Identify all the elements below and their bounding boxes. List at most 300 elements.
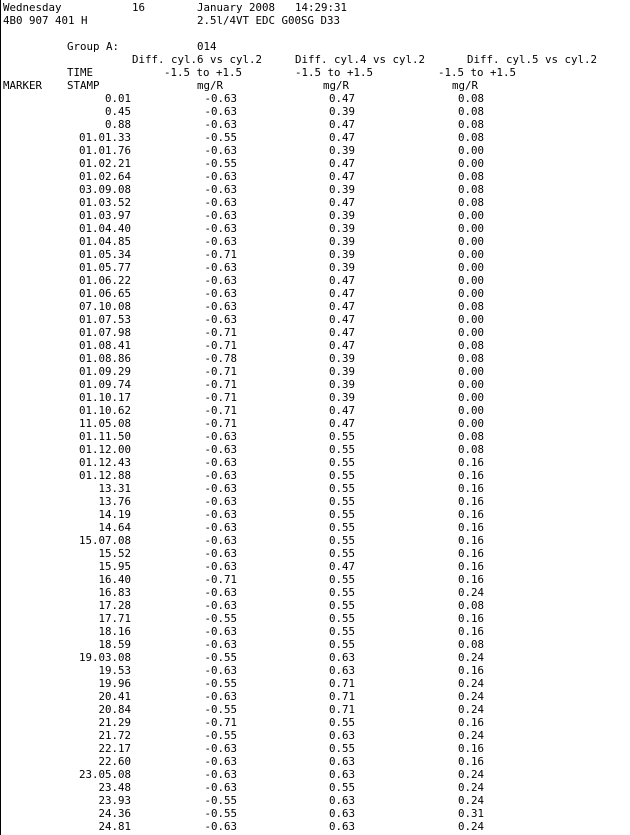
table-row	[1, 300, 630, 313]
time: 14:29:31	[295, 1, 348, 14]
value-col3: 0.24	[457, 586, 484, 599]
value-col3: 0.16	[457, 495, 484, 508]
time-stamp: 21.72	[98, 729, 131, 742]
time-stamp: 01.07.53	[78, 313, 131, 326]
value-col2: 0.63	[328, 651, 355, 664]
table-row	[1, 235, 630, 248]
value-col2: 0.39	[328, 248, 355, 261]
engine-description: 2.5l/4VT EDC G00SG D33	[197, 14, 341, 27]
value-col1: -0.63	[204, 287, 237, 300]
value-col2: 0.71	[328, 703, 355, 716]
value-col1: -0.63	[204, 625, 237, 638]
value-col1: -0.55	[204, 131, 237, 144]
value-col2: 0.39	[328, 222, 355, 235]
table-row	[1, 131, 630, 144]
value-col1: -0.63	[204, 586, 237, 599]
value-col3: 0.16	[457, 664, 484, 677]
month-year: January 2008	[197, 1, 276, 14]
table-row	[1, 560, 630, 573]
table-row	[1, 391, 630, 404]
time-stamp: 13.31	[98, 482, 131, 495]
value-col3: 0.08	[457, 430, 484, 443]
time-stamp: 01.01.76	[78, 144, 131, 157]
table-row	[1, 170, 630, 183]
value-col1: -0.71	[204, 404, 237, 417]
table-row	[1, 586, 630, 599]
value-col1: -0.55	[204, 807, 237, 820]
value-col3: 0.16	[457, 534, 484, 547]
table-row	[1, 664, 630, 677]
value-col3: 0.00	[457, 248, 484, 261]
value-col3: 0.08	[457, 183, 484, 196]
value-col3: 0.24	[457, 651, 484, 664]
value-col2: 0.47	[328, 339, 355, 352]
value-col1: -0.78	[204, 352, 237, 365]
value-col2: 0.55	[328, 573, 355, 586]
value-col2: 0.47	[328, 417, 355, 430]
value-col1: -0.63	[204, 768, 237, 781]
value-col2: 0.47	[328, 118, 355, 131]
value-col2: 0.63	[328, 820, 355, 833]
value-col1: -0.63	[204, 534, 237, 547]
table-row	[1, 612, 630, 625]
value-col3: 0.16	[457, 560, 484, 573]
value-col2: 0.47	[328, 131, 355, 144]
value-col3: 0.00	[457, 222, 484, 235]
value-col2: 0.63	[328, 794, 355, 807]
value-col1: -0.63	[204, 222, 237, 235]
value-col1: -0.63	[204, 144, 237, 157]
time-stamp: 22.60	[98, 755, 131, 768]
table-row	[1, 755, 630, 768]
table-row	[1, 573, 630, 586]
table-row	[1, 105, 630, 118]
value-col2: 0.55	[328, 586, 355, 599]
value-col1: -0.63	[204, 482, 237, 495]
value-col2: 0.47	[328, 92, 355, 105]
value-col1: -0.63	[204, 209, 237, 222]
table-row	[1, 339, 630, 352]
value-col2: 0.55	[328, 534, 355, 547]
table-row	[1, 495, 630, 508]
part-number: 4B0 907 401 H	[3, 14, 88, 27]
value-col1: -0.63	[204, 118, 237, 131]
table-row	[1, 196, 630, 209]
value-col1: -0.63	[204, 755, 237, 768]
value-col1: -0.63	[204, 820, 237, 833]
table-row	[1, 794, 630, 807]
value-col1: -0.71	[204, 365, 237, 378]
value-col2: 0.55	[328, 599, 355, 612]
value-col3: 0.24	[457, 768, 484, 781]
value-col3: 0.08	[457, 599, 484, 612]
value-col2: 0.55	[328, 547, 355, 560]
value-col3: 0.16	[457, 482, 484, 495]
value-col1: -0.63	[204, 170, 237, 183]
time-stamp: 22.17	[98, 742, 131, 755]
value-col1: -0.71	[204, 378, 237, 391]
value-col1: -0.71	[204, 391, 237, 404]
value-col2: 0.47	[328, 313, 355, 326]
table-row	[1, 443, 630, 456]
value-col1: -0.63	[204, 664, 237, 677]
table-row	[1, 326, 630, 339]
value-col2: 0.39	[328, 183, 355, 196]
value-col1: -0.71	[204, 248, 237, 261]
value-col3: 0.24	[457, 690, 484, 703]
value-col2: 0.47	[328, 274, 355, 287]
data-rows	[1, 92, 630, 833]
time-stamp: 14.19	[98, 508, 131, 521]
value-col3: 0.08	[457, 105, 484, 118]
time-stamp: 15.52	[98, 547, 131, 560]
time-stamp: 18.59	[98, 638, 131, 651]
value-col1: -0.63	[204, 495, 237, 508]
value-col2: 0.63	[328, 664, 355, 677]
table-row	[1, 807, 630, 820]
value-col3: 0.08	[457, 300, 484, 313]
time-stamp: 24.36	[98, 807, 131, 820]
table-row	[1, 599, 630, 612]
value-col2: 0.39	[328, 209, 355, 222]
value-col1: -0.55	[204, 651, 237, 664]
time-stamp: 01.09.29	[78, 365, 131, 378]
time-stamp: 01.02.64	[78, 170, 131, 183]
table-row	[1, 638, 630, 651]
table-row	[1, 768, 630, 781]
time-stamp: 01.05.34	[78, 248, 131, 261]
time-stamp: 15.95	[98, 560, 131, 573]
time-stamp: 01.01.33	[78, 131, 131, 144]
value-col1: -0.63	[204, 300, 237, 313]
table-row	[1, 92, 630, 105]
time-stamp: 0.88	[104, 118, 131, 131]
table-row	[1, 651, 630, 664]
value-col1: -0.63	[204, 521, 237, 534]
time-stamp: 24.81	[98, 820, 131, 833]
value-col2: 0.55	[328, 508, 355, 521]
table-row	[1, 456, 630, 469]
value-col1: -0.63	[204, 469, 237, 482]
value-col1: -0.63	[204, 599, 237, 612]
value-col3: 0.00	[457, 209, 484, 222]
value-col1: -0.63	[204, 196, 237, 209]
value-col2: 0.47	[328, 300, 355, 313]
time-stamp: 01.04.40	[78, 222, 131, 235]
table-row	[1, 287, 630, 300]
time-label: TIME	[67, 66, 94, 79]
value-col1: -0.71	[204, 339, 237, 352]
value-col1: -0.63	[204, 430, 237, 443]
value-col3: 0.16	[457, 508, 484, 521]
value-col3: 0.08	[457, 92, 484, 105]
table-row	[1, 690, 630, 703]
value-col2: 0.39	[328, 105, 355, 118]
table-row	[1, 248, 630, 261]
value-col3: 0.24	[457, 794, 484, 807]
value-col3: 0.16	[457, 742, 484, 755]
column-title-2: Diff. cyl.4 vs cyl.2	[295, 53, 426, 66]
value-col2: 0.47	[328, 326, 355, 339]
time-stamp: 0.45	[104, 105, 131, 118]
day: 16	[132, 1, 146, 14]
value-col1: -0.63	[204, 235, 237, 248]
time-stamp: 0.01	[104, 92, 131, 105]
value-col2: 0.55	[328, 638, 355, 651]
table-row	[1, 157, 630, 170]
value-col3: 0.00	[457, 144, 484, 157]
value-col2: 0.47	[328, 196, 355, 209]
value-col3: 0.08	[457, 339, 484, 352]
value-col1: -0.71	[204, 573, 237, 586]
column-unit-3: mg/R	[452, 79, 479, 92]
value-col2: 0.47	[328, 560, 355, 573]
value-col3: 0.16	[457, 716, 484, 729]
spacer	[1, 27, 630, 40]
value-col3: 0.00	[457, 157, 484, 170]
value-col1: -0.63	[204, 105, 237, 118]
value-col3: 0.00	[457, 313, 484, 326]
value-col3: 0.00	[457, 365, 484, 378]
time-stamp: 01.05.77	[78, 261, 131, 274]
value-col3: 0.31	[457, 807, 484, 820]
table-row	[1, 313, 630, 326]
value-col1: -0.63	[204, 690, 237, 703]
group-value: 014	[197, 40, 217, 53]
time-stamp: 23.05.08	[78, 768, 131, 781]
value-col1: -0.55	[204, 612, 237, 625]
table-row	[1, 547, 630, 560]
value-col3: 0.08	[457, 196, 484, 209]
time-stamp: 20.41	[98, 690, 131, 703]
time-stamp: 16.40	[98, 573, 131, 586]
value-col1: -0.63	[204, 443, 237, 456]
value-col1: -0.63	[204, 183, 237, 196]
value-col3: 0.16	[457, 573, 484, 586]
time-stamp: 16.83	[98, 586, 131, 599]
value-col1: -0.63	[204, 638, 237, 651]
table-row	[1, 404, 630, 417]
value-col2: 0.47	[328, 404, 355, 417]
time-stamp: 18.16	[98, 625, 131, 638]
table-row	[1, 625, 630, 638]
value-col2: 0.55	[328, 742, 355, 755]
value-col1: -0.63	[204, 508, 237, 521]
value-col3: 0.08	[457, 443, 484, 456]
value-col3: 0.16	[457, 547, 484, 560]
value-col3: 0.24	[457, 820, 484, 833]
value-col1: -0.63	[204, 261, 237, 274]
group-line	[1, 40, 630, 53]
table-row	[1, 482, 630, 495]
time-stamp: 11.05.08	[78, 417, 131, 430]
value-col2: 0.55	[328, 625, 355, 638]
value-col1: -0.63	[204, 456, 237, 469]
value-col3: 0.24	[457, 677, 484, 690]
column-ranges-line	[1, 66, 630, 79]
time-stamp: 01.12.00	[78, 443, 131, 456]
value-col3: 0.24	[457, 781, 484, 794]
value-col2: 0.55	[328, 456, 355, 469]
value-col1: -0.63	[204, 742, 237, 755]
value-col3: 0.08	[457, 170, 484, 183]
time-stamp: 01.11.50	[78, 430, 131, 443]
time-stamp: 15.07.08	[78, 534, 131, 547]
table-row	[1, 209, 630, 222]
value-col1: -0.55	[204, 729, 237, 742]
time-stamp: 17.28	[98, 599, 131, 612]
value-col3: 0.00	[457, 378, 484, 391]
column-range-2: -1.5 to +1.5	[295, 66, 374, 79]
time-stamp: 01.12.43	[78, 456, 131, 469]
value-col1: -0.63	[204, 547, 237, 560]
column-unit-2: mg/R	[323, 79, 350, 92]
value-col3: 0.00	[457, 261, 484, 274]
table-row	[1, 716, 630, 729]
column-range-3: -1.5 to +1.5	[438, 66, 517, 79]
table-row	[1, 820, 630, 833]
value-col2: 0.55	[328, 716, 355, 729]
value-col3: 0.00	[457, 287, 484, 300]
value-col2: 0.71	[328, 690, 355, 703]
value-col1: -0.71	[204, 716, 237, 729]
value-col1: -0.63	[204, 560, 237, 573]
time-stamp: 01.10.62	[78, 404, 131, 417]
time-stamp: 01.12.88	[78, 469, 131, 482]
value-col1: -0.71	[204, 417, 237, 430]
value-col2: 0.63	[328, 755, 355, 768]
marker-label: MARKER	[3, 79, 43, 92]
value-col2: 0.55	[328, 495, 355, 508]
value-col2: 0.39	[328, 365, 355, 378]
value-col2: 0.63	[328, 807, 355, 820]
value-col2: 0.39	[328, 235, 355, 248]
stamp-label: STAMP	[67, 79, 100, 92]
time-stamp: 19.53	[98, 664, 131, 677]
value-col1: -0.63	[204, 781, 237, 794]
value-col3: 0.16	[457, 521, 484, 534]
time-stamp: 20.84	[98, 703, 131, 716]
time-stamp: 13.76	[98, 495, 131, 508]
table-row	[1, 703, 630, 716]
column-title-1: Diff. cyl.6 vs cyl.2	[132, 53, 263, 66]
value-col2: 0.55	[328, 469, 355, 482]
time-stamp: 01.08.41	[78, 339, 131, 352]
table-row	[1, 521, 630, 534]
column-title-3: Diff. cyl.5 vs cyl.2	[467, 53, 598, 66]
value-col2: 0.47	[328, 170, 355, 183]
table-row	[1, 677, 630, 690]
value-col3: 0.08	[457, 352, 484, 365]
value-col3: 0.00	[457, 235, 484, 248]
table-row	[1, 261, 630, 274]
column-range-1: -1.5 to +1.5	[164, 66, 243, 79]
table-row	[1, 729, 630, 742]
value-col3: 0.08	[457, 131, 484, 144]
value-col2: 0.39	[328, 144, 355, 157]
table-row	[1, 222, 630, 235]
value-col3: 0.00	[457, 417, 484, 430]
weekday: Wednesday	[3, 1, 62, 14]
table-row	[1, 469, 630, 482]
time-stamp: 14.64	[98, 521, 131, 534]
value-col1: -0.63	[204, 92, 237, 105]
time-stamp: 21.29	[98, 716, 131, 729]
value-col2: 0.55	[328, 482, 355, 495]
table-row	[1, 118, 630, 131]
time-stamp: 19.96	[98, 677, 131, 690]
time-stamp: 03.09.08	[78, 183, 131, 196]
units-line	[1, 79, 630, 92]
header-line-2	[1, 14, 630, 27]
time-stamp: 01.06.65	[78, 287, 131, 300]
value-col3: 0.24	[457, 729, 484, 742]
value-col3: 0.00	[457, 404, 484, 417]
table-row	[1, 274, 630, 287]
time-stamp: 23.48	[98, 781, 131, 794]
table-row	[1, 352, 630, 365]
value-col2: 0.63	[328, 729, 355, 742]
value-col2: 0.55	[328, 430, 355, 443]
value-col2: 0.47	[328, 157, 355, 170]
time-stamp: 01.10.17	[78, 391, 131, 404]
column-unit-1: mg/R	[197, 79, 224, 92]
table-row	[1, 430, 630, 443]
value-col3: 0.00	[457, 391, 484, 404]
value-col3: 0.00	[457, 326, 484, 339]
value-col1: -0.63	[204, 274, 237, 287]
table-row	[1, 508, 630, 521]
table-row	[1, 417, 630, 430]
table-row	[1, 365, 630, 378]
time-stamp: 23.93	[98, 794, 131, 807]
time-stamp: 01.02.21	[78, 157, 131, 170]
table-row	[1, 742, 630, 755]
table-row	[1, 144, 630, 157]
value-col1: -0.71	[204, 326, 237, 339]
column-titles-line	[1, 53, 630, 66]
group-label: Group A:	[67, 40, 120, 53]
value-col2: 0.39	[328, 378, 355, 391]
time-stamp: 01.07.98	[78, 326, 131, 339]
table-row	[1, 534, 630, 547]
value-col2: 0.39	[328, 352, 355, 365]
value-col3: 0.08	[457, 118, 484, 131]
time-stamp: 01.03.97	[78, 209, 131, 222]
value-col1: -0.63	[204, 313, 237, 326]
value-col3: 0.16	[457, 612, 484, 625]
value-col2: 0.55	[328, 781, 355, 794]
value-col1: -0.55	[204, 157, 237, 170]
value-col3: 0.08	[457, 638, 484, 651]
time-stamp: 01.03.52	[78, 196, 131, 209]
value-col1: -0.55	[204, 794, 237, 807]
table-row	[1, 183, 630, 196]
table-row	[1, 378, 630, 391]
value-col2: 0.39	[328, 391, 355, 404]
table-row	[1, 781, 630, 794]
value-col1: -0.55	[204, 703, 237, 716]
value-col2: 0.55	[328, 443, 355, 456]
time-stamp: 01.04.85	[78, 235, 131, 248]
time-stamp: 17.71	[98, 612, 131, 625]
time-stamp: 01.09.74	[78, 378, 131, 391]
value-col2: 0.55	[328, 612, 355, 625]
value-col3: 0.16	[457, 625, 484, 638]
time-stamp: 01.08.86	[78, 352, 131, 365]
value-col3: 0.16	[457, 755, 484, 768]
value-col3: 0.00	[457, 274, 484, 287]
